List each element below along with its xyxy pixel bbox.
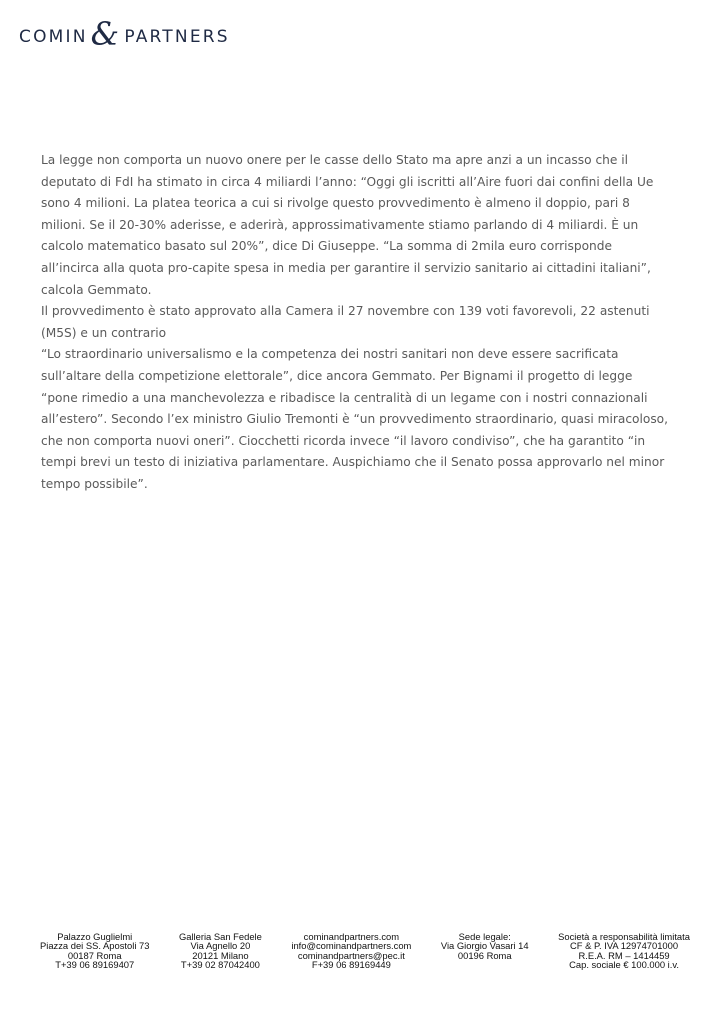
- page-footer: [40, 932, 690, 970]
- footer-line: 00187 Roma: [67, 949, 122, 961]
- footer-line: Cap. sociale € 100.000 i.v.: [569, 959, 679, 971]
- footer-line: Galleria San Fedele: [178, 931, 262, 942]
- paragraph-2: Il provvedimento è stato approvato alla Camera il 27 novembre con 139 voti favorevoli, 22 astenuti (M5S) e un contrario: [41, 304, 650, 340]
- footer-line: 00196 Roma: [457, 949, 512, 961]
- paragraph-1: La legge non comporta un nuovo onere per le casse dello Stato ma apre anzi a un incasso che il deputato di FdI ha stimato in circa 4 miliardi l’anno: “Oggi gli iscritti all’Aire fuori dai confini della Ue sono 4 milioni. La platea teorica a cui si rivolge questo provvedimento è almeno il doppio, pari 8 milioni. Se il 20-30% aderisse, e aderirà, approssimativamente stiamo parlando di 4 miliardi. È un calcolo matematico basato sul 20%”, dice Di Giuseppe. “La somma di 2mila euro corrisponde all’incirca alla quota pro-capite spesa in media per garantire il servizio sanitario ai cittadini italiani”, calcola Gemmato.: [41, 153, 654, 297]
- footer-line: T+39 06 89169407: [55, 959, 135, 971]
- footer-line: Piazza dei SS. Apostoli 73: [40, 940, 150, 952]
- footer-email: info@cominandpartners.com: [291, 940, 412, 952]
- footer-line: T+39 02 87042400: [180, 959, 260, 971]
- footer-line: R.E.A. RM – 1414459: [578, 949, 670, 961]
- footer-contacts: [291, 932, 411, 970]
- logo-ampersand: &: [90, 15, 122, 53]
- footer-company-info: [558, 932, 690, 970]
- footer-line: Via Giorgio Vasari 14: [440, 940, 529, 952]
- logo-text-comin: COMIN: [19, 27, 88, 47]
- paragraph-3: “Lo straordinario universalismo e la competenza dei nostri sanitari non deve essere sacrificata sull’altare della competizione elettorale”, dice ancora Gemmato. Per Bignami il progetto di legge “pone rimedio a una manchevolezza e ribadisce la centralità di un legame con i nostri connazionali all’estero”. Secondo l’ex ministro Giulio Tremonti è “un provvedimento straordinario, quasi miracoloso, che non comporta nuovi oneri”. Ciocchetti ricorda invece “il lavoro condiviso”, che ha garantito “in tempi brevi un testo di iniziativa parlamentare. Auspichiamo che il Senato possa approvarlo nel minor tempo possibile”.: [41, 347, 669, 491]
- footer-line: Sede legale:: [458, 931, 511, 942]
- footer-line: 20121 Milano: [192, 949, 249, 961]
- footer-rome-office: [40, 932, 149, 970]
- article-body: [41, 150, 671, 496]
- footer-pec: cominandpartners@pec.it: [297, 949, 405, 961]
- footer-line: Via Agnello 20: [190, 940, 251, 952]
- footer-fax: F+39 06 89169449: [311, 959, 391, 971]
- footer-line: CF & P. IVA 12974701000: [570, 940, 679, 952]
- footer-line: Palazzo Guglielmi: [57, 931, 133, 942]
- footer-legal-seat: [441, 932, 529, 970]
- logo-text-partners: PARTNERS: [124, 27, 230, 47]
- footer-website: cominandpartners.com: [303, 931, 400, 942]
- footer-milan-office: [179, 932, 262, 970]
- company-logo: [19, 15, 230, 53]
- footer-line: Società a responsabilità limitata: [558, 931, 690, 942]
